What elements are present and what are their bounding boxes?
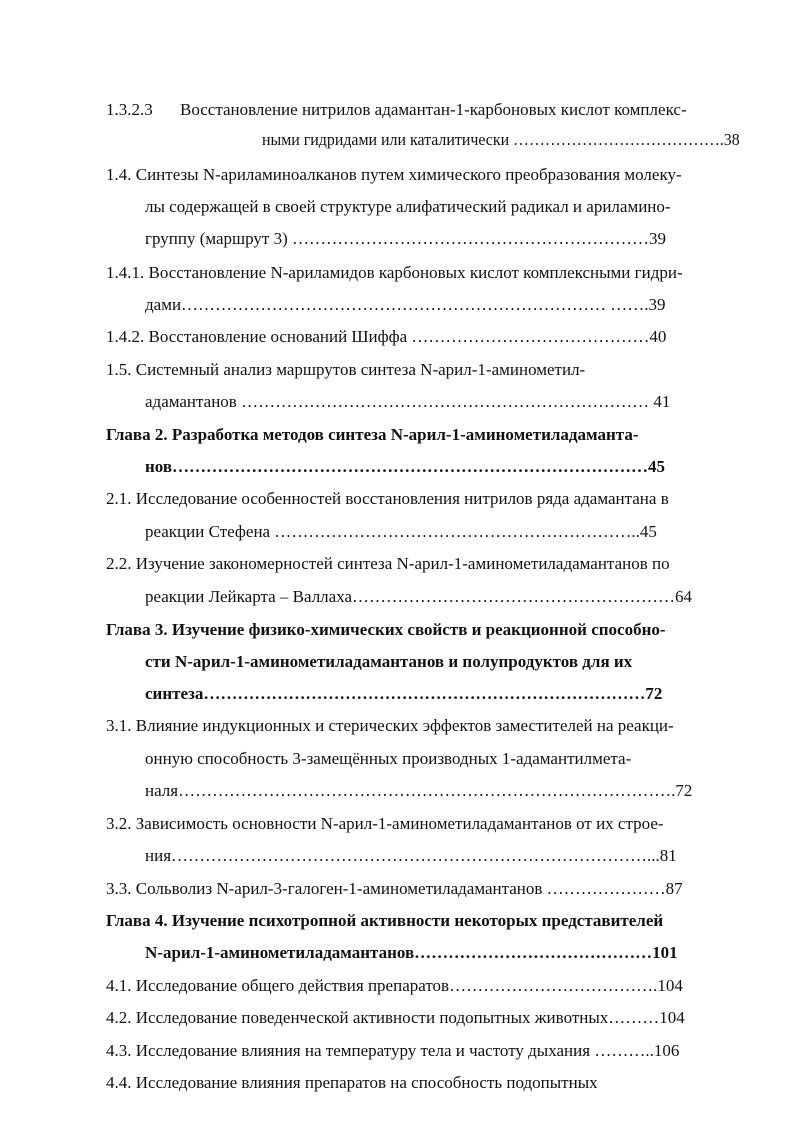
toc-entry-title: 3.3. Сольволиз N-арил-3-галоген-1-аминометиладамантанов …………………87 — [106, 879, 683, 898]
toc-entry-title-cont: онную способность 3-замещённых производных 1-адамантилмета- — [145, 749, 632, 768]
toc-chapter-title-cont: нов…………………………………………………………………………45 — [145, 457, 666, 476]
toc-entry-title: 1.5. Системный анализ маршрутов синтеза N-арил-1-аминометил- — [106, 360, 586, 379]
toc-chapter-title-cont: N-арил-1-аминометиладамантанов……………………………………101 — [145, 943, 678, 962]
toc-entry-title: 1.4.1. Восстановление N-ариламидов карбоновых кислот комплексными гидри- — [106, 263, 683, 282]
toc-chapter-title: Глава 4. Изучение психотропной активности некоторых представителей — [106, 911, 664, 930]
toc-entry-title-cont: реакции Стефена ………………………………………………………..45 — [145, 522, 657, 541]
toc-entry-title-cont: ными гидридами или каталитически ………………………………….38 — [262, 130, 740, 149]
toc-entry-title: 4.2. Исследование поведенческой активности подопытных животных………104 — [106, 1008, 685, 1027]
toc-entry-title: 4.1. Исследование общего действия препаратов……………………………….104 — [106, 976, 683, 995]
toc-entry-title-cont: ния…………………………………………………………………………...81 — [145, 846, 677, 865]
toc-entry-title: 3.2. Зависимость основности N-арил-1-аминометиладамантанов от их строе- — [106, 814, 664, 833]
toc-entry-title-cont: реакции Лейкарта – Валлаха…………………………………………………64 — [145, 587, 693, 606]
toc-chapter-title: Глава 2. Разработка методов синтеза N-арил-1-аминометиладаманта- — [106, 425, 639, 444]
toc-entry-title-cont: группу (маршрут 3) ………………………………………………………39 — [145, 229, 666, 248]
toc-entry-title: 2.2. Изучение закономерностей синтеза N-арил-1-аминометиладамантанов по — [106, 554, 670, 573]
toc-entry-title: 1.4.2. Восстановление оснований Шиффа ……………………………………40 — [106, 327, 667, 346]
toc-entry-title-cont: наля…………………………………………………………………………….72 — [145, 781, 693, 800]
toc-entry-title: 2.1. Исследование особенностей восстановления нитрилов ряда адамантана в — [106, 489, 669, 508]
toc-chapter-title-cont: сти N-арил-1-аминометиладамантанов и полупродуктов для их — [145, 652, 633, 671]
toc-entry-title: 4.4. Исследование влияния препаратов на способность подопытных — [106, 1073, 598, 1092]
toc-entry-title: 4.3. Исследование влияния на температуру тела и частоту дыхания ………..106 — [106, 1041, 680, 1060]
toc-chapter-title: Глава 3. Изучение физико-химических свойств и реакционной способно- — [106, 620, 666, 639]
toc-entry-title: Восстановление нитрилов адамантан-1-карбоновых кислот комплекс- — [180, 100, 687, 119]
toc-chapter-title-cont: синтеза……………………………………………………………………72 — [145, 684, 663, 703]
toc-entry-title: 3.1. Влияние индукционных и стерических эффектов заместителей на реакци- — [106, 716, 674, 735]
toc-entry-title-cont: дами………………………………………………………………… …….39 — [145, 295, 666, 314]
toc-entry-title-cont: адамантанов ……………………………………………………………… 41 — [145, 392, 671, 411]
toc-entry-title: 1.4. Синтезы N-ариламиноалканов путем химического преобразования молеку- — [106, 165, 682, 184]
toc-entry-number: 1.3.2.3 — [106, 100, 153, 119]
toc-entry-title-cont: лы содержащей в своей структуре алифатический радикал и ариламино- — [145, 197, 671, 216]
